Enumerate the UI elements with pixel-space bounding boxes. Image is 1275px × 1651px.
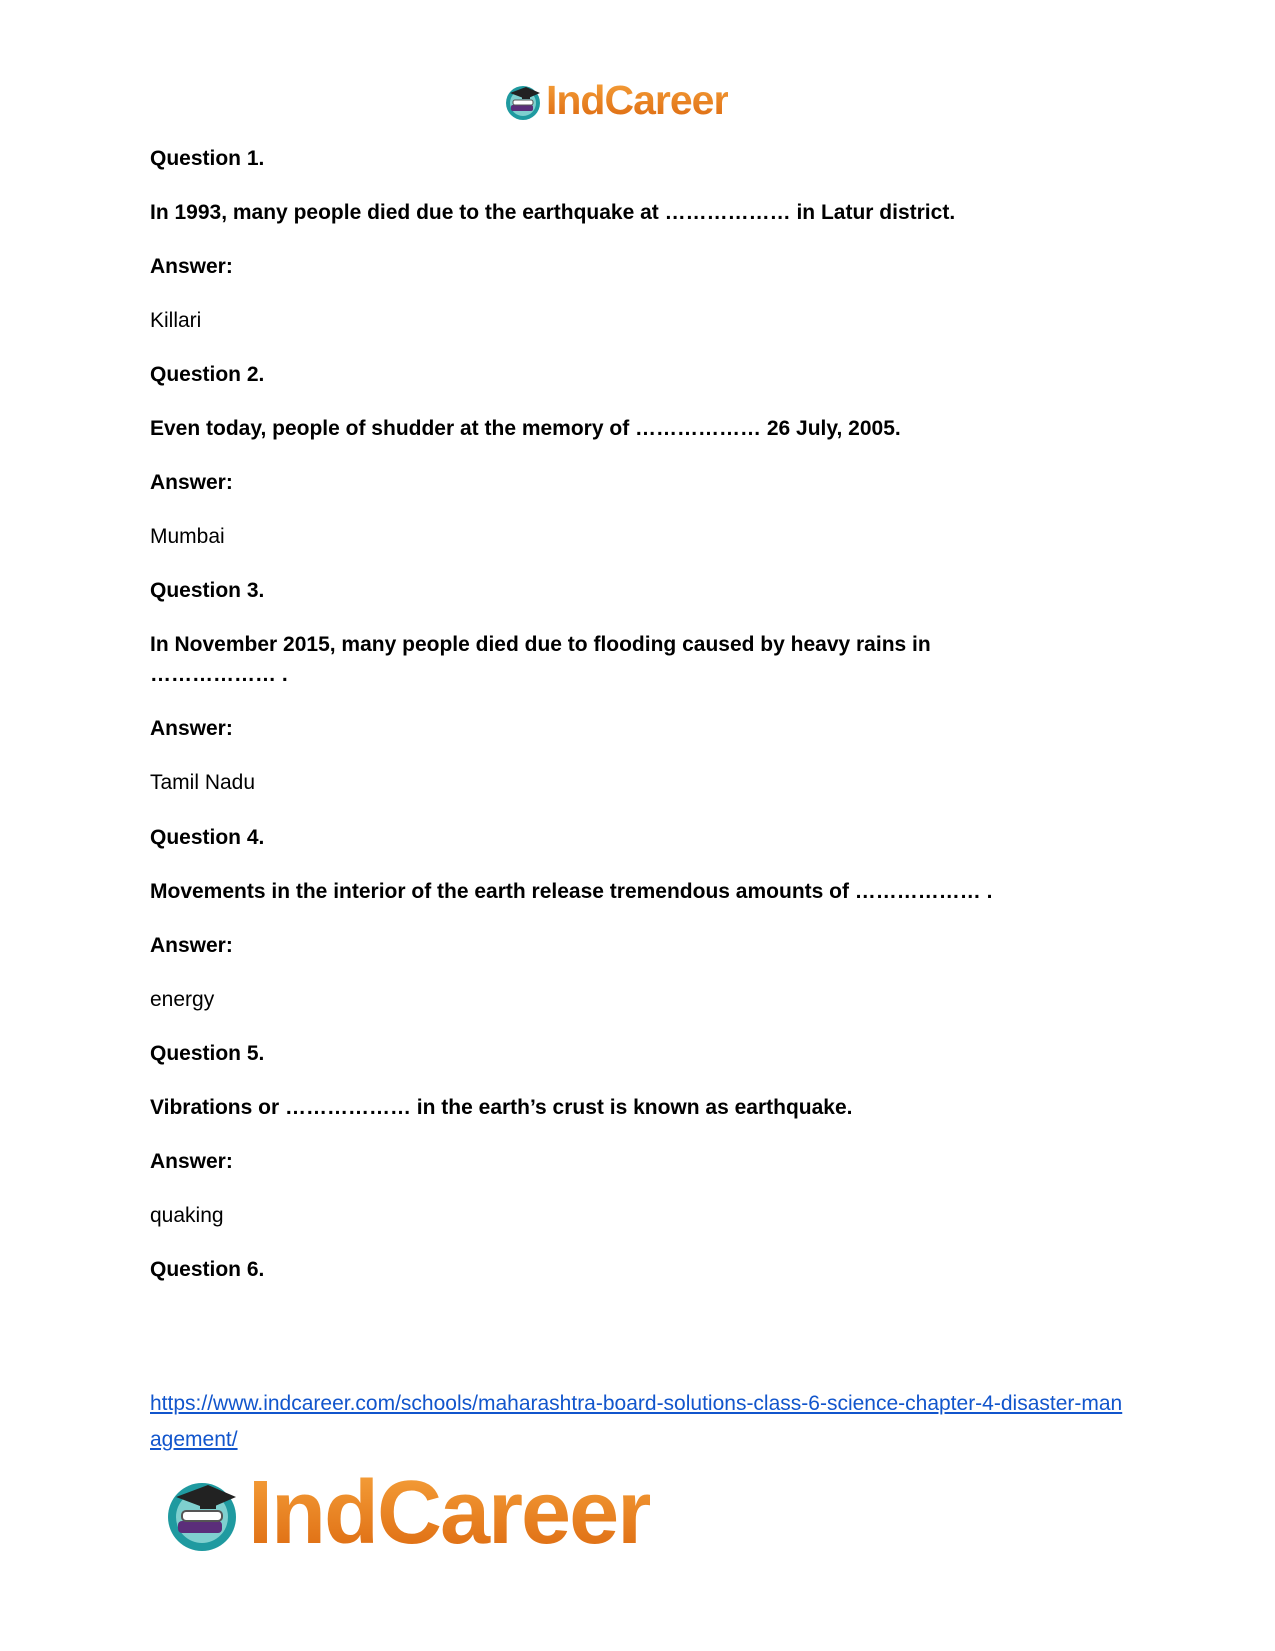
question-label: Question 4. [150,826,265,849]
answer-label: Answer: [150,255,233,278]
question-text: Movements in the interior of the earth release tremendous amounts of ……………… . [150,880,993,903]
question-label: Question 1. [150,147,265,170]
answer-text: energy [150,988,215,1011]
answer-text: Killari [150,309,202,332]
answer-label: Answer: [150,717,233,740]
answer-label: Answer: [150,1150,233,1173]
answer-text: Tamil Nadu [150,771,256,794]
answer-text: quaking [150,1204,224,1227]
question-text: Even today, people of shudder at the memory of ……………… 26 July, 2005. [150,417,901,440]
answer-label: Answer: [150,471,233,494]
header-logo-text: IndCareer [546,77,729,123]
question-label: Question 5. [150,1042,265,1065]
source-link[interactable]: https://www.indcareer.com/schools/maharashtra-board-solutions-class-6-science-chapter-4-disaster-management/ [150,1392,1123,1451]
footer-logo [160,1463,651,1563]
question-text-line1: In November 2015, many people died due to flooding caused by heavy rains in [150,633,931,656]
footer-logo-text: IndCareer [248,1463,651,1563]
answer-label: Answer: [150,934,233,957]
question-text: In 1993, many people died due to the earthquake at ……………… in Latur district. [150,201,956,224]
graduation-cap-books-icon [502,81,544,121]
header-logo [502,77,729,123]
question-text: Vibrations or ……………… in the earth’s crust is known as earthquake. [150,1096,853,1119]
question-label: Question 2. [150,363,265,386]
graduation-cap-books-icon [160,1471,244,1555]
question-label: Question 6. [150,1258,265,1281]
answer-text: Mumbai [150,525,225,548]
question-text-line2: ……………… . [150,663,288,686]
question-label: Question 3. [150,579,265,602]
